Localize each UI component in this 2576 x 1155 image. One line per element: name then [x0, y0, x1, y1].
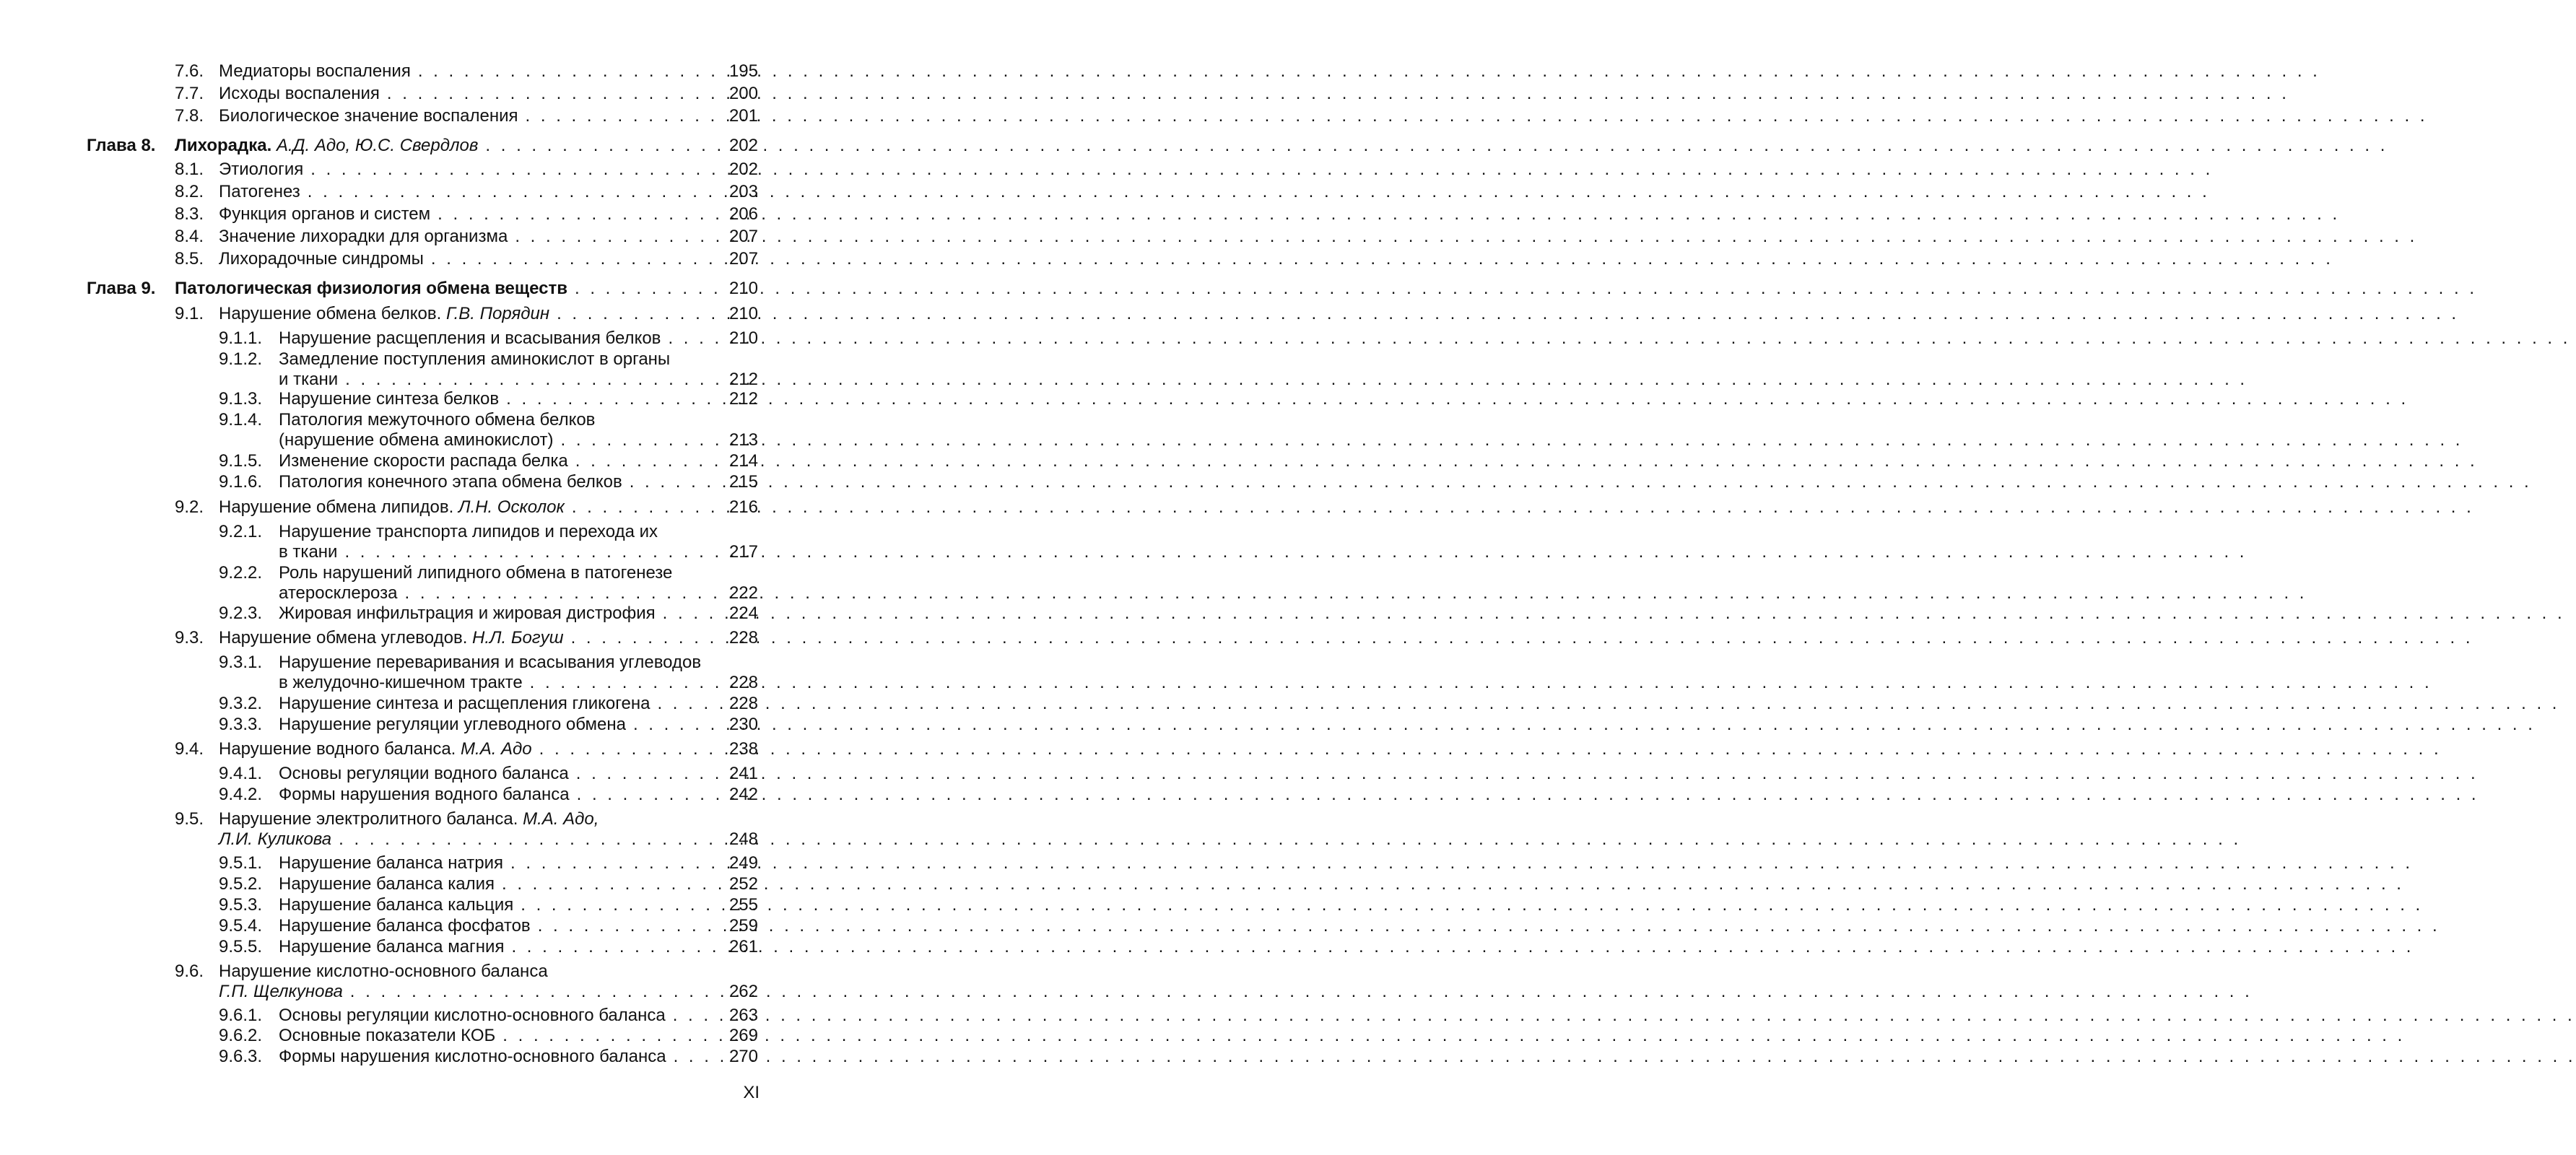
entry-number-cell: [219, 715, 262, 735]
entry-number: 8.5.: [175, 249, 204, 269]
entry-title-line: [279, 694, 718, 714]
entry-number-cell: [219, 764, 262, 784]
entry-number-cell: [87, 136, 155, 156]
leader-dots: [523, 673, 718, 693]
spacer: [467, 628, 472, 648]
page-number: 263: [728, 1006, 758, 1025]
entry-title-line: [279, 1026, 718, 1046]
entry-title: Нарушение баланса фосфатов: [279, 916, 531, 936]
entry-author: Г.П. Щелкунова: [219, 982, 343, 1001]
entry-number: 9.2.: [175, 497, 204, 517]
entry-number-cell: [175, 497, 204, 518]
entry-number-cell: [219, 603, 262, 624]
entry-title: Нарушение синтеза и расщепления гликогена: [279, 694, 650, 713]
entry-title: Нарушение баланса кальция: [279, 895, 514, 915]
entry-title-continuation: [279, 673, 718, 693]
entry-title: Основы регуляции кислотно-основного баланса: [279, 1006, 666, 1025]
chapter-label: Глава 9.: [87, 279, 156, 298]
page-number: 230: [728, 715, 758, 734]
entry-title: Патологическая физиология обмена веществ: [175, 279, 567, 298]
entry-title: Нарушение баланса магния: [279, 937, 505, 956]
entry-number-cell: [219, 563, 262, 583]
entry-author: М.А. Адо: [461, 739, 532, 759]
page-number: 228: [728, 628, 758, 648]
entry-author: Л.Н. Осколок: [458, 497, 565, 517]
leader-dots: [570, 785, 718, 805]
entry-number-cell: [219, 916, 262, 936]
entry-number: 8.2.: [175, 182, 204, 201]
leader-dots: [565, 497, 718, 518]
entry-number-cell: [219, 874, 262, 894]
toc-page: [0, 0, 816, 1155]
page-number: 270: [728, 1047, 758, 1066]
entry-number-cell: [175, 304, 204, 324]
entry-title-line: [219, 204, 718, 225]
entry-number: 9.4.: [175, 739, 204, 759]
entry-number-cell: [219, 1026, 262, 1046]
leader-dots: [343, 982, 718, 1002]
entry-number-cell: [219, 451, 262, 471]
entry-title-line: [279, 785, 718, 805]
entry-title: Патогенез: [219, 182, 300, 201]
entry-title: Функция органов и систем: [219, 204, 431, 224]
entry-title-line: [219, 304, 718, 324]
entry-title: Патология конечного этапа обмена белков: [279, 472, 622, 492]
leader-dots: [430, 204, 718, 225]
page-number: 262: [728, 982, 758, 1001]
entry-title: Роль нарушений липидного обмена в патогенезе: [279, 563, 673, 583]
entry-number-cell: [219, 937, 262, 957]
entry-title-line: [219, 106, 718, 126]
page-number: 207: [728, 227, 758, 246]
page-number: 248: [728, 829, 758, 849]
entry-number: 7.8.: [175, 106, 204, 126]
entry-title-continuation: [279, 430, 718, 450]
leader-dots: [650, 694, 718, 714]
page-number: 207: [728, 249, 758, 269]
entry-number-cell: [219, 653, 262, 673]
entry-number: 9.5.2.: [219, 874, 263, 894]
entry-author: Г.В. Порядин: [445, 304, 550, 323]
page-number: 228: [728, 673, 758, 692]
entry-number-cell: [219, 472, 262, 492]
entry-number: 9.6.3.: [219, 1047, 263, 1066]
entry-number-cell: [175, 84, 204, 104]
entry-number-cell: [219, 1047, 262, 1067]
leader-dots: [518, 106, 718, 126]
entry-title: Изменение скорости распада белка: [279, 451, 568, 471]
leader-dots: [411, 61, 718, 82]
entry-number-cell: [175, 809, 204, 829]
entry-number: 9.5.4.: [219, 916, 263, 936]
entry-title-cont: атеросклероза: [279, 583, 398, 603]
entry-title-line: [219, 962, 718, 982]
chapter-label: Глава 8.: [87, 136, 156, 155]
entry-title: Формы нарушения кислотно-основного баланса: [279, 1047, 666, 1066]
page-number: 269: [728, 1026, 758, 1045]
entry-title-cont: (нарушение обмена аминокислот): [279, 430, 554, 450]
entry-number: 8.4.: [175, 227, 204, 246]
entry-number-cell: [219, 349, 262, 370]
leader-dots: [549, 304, 718, 324]
entry-number: 9.5.: [175, 809, 204, 829]
entry-number-cell: [219, 410, 262, 430]
entry-title: Значение лихорадки для организма: [219, 227, 508, 246]
page-number: 238: [728, 739, 758, 759]
entry-number-cell: [175, 227, 204, 247]
entry-title-line: [279, 715, 718, 735]
entry-title-line: [279, 1047, 718, 1067]
entry-number: 9.2.1.: [219, 522, 263, 541]
entry-title-line: [219, 61, 718, 82]
entry-title-continuation: [279, 370, 718, 390]
entry-number: 9.6.1.: [219, 1006, 263, 1025]
page-folio: XI: [743, 1083, 760, 1102]
page-number: 252: [728, 874, 758, 894]
leader-dots: [553, 430, 718, 450]
entry-title: Патология межуточного обмена белков: [279, 410, 596, 430]
leader-dots: [532, 739, 718, 759]
leader-dots: [666, 1047, 718, 1067]
entry-title: Нарушение электролитного баланса.: [219, 809, 518, 829]
entry-title: Нарушение транспорта липидов и перехода их: [279, 522, 658, 541]
leader-dots: [531, 916, 718, 936]
entry-author: А.Д. Адо, Ю.С. Свердлов: [276, 136, 479, 155]
entry-number-cell: [175, 106, 204, 126]
entry-number-cell: [175, 739, 204, 759]
leader-dots: [564, 628, 718, 648]
entry-title-line: [219, 497, 718, 518]
leader-dots: [495, 874, 718, 894]
leader-dots: [300, 182, 718, 202]
entry-title: Нарушение обмена углеводов.: [219, 628, 468, 648]
entry-title-continuation: [219, 982, 718, 1002]
entry-title: Биологическое значение воспаления: [219, 106, 518, 126]
entry-number: 9.6.2.: [219, 1026, 263, 1045]
page-number: 249: [728, 853, 758, 873]
entry-title: Жировая инфильтрация и жировая дистрофия: [279, 603, 656, 623]
entry-number-cell: [219, 389, 262, 409]
leader-dots: [503, 853, 718, 873]
entry-title: Этиология: [219, 160, 304, 179]
leader-dots: [504, 937, 718, 957]
leader-dots: [495, 1026, 718, 1046]
entry-number-cell: [219, 328, 262, 349]
entry-title: Медиаторы воспаления: [219, 61, 411, 81]
entry-number-cell: [219, 785, 262, 805]
leader-dots: [622, 472, 718, 492]
page-number: 210: [728, 304, 758, 323]
entry-number: 7.7.: [175, 84, 204, 103]
entry-title: Нарушение баланса калия: [279, 874, 495, 894]
spacer: [456, 739, 461, 759]
entry-title-line: [219, 160, 718, 180]
page-number: 216: [728, 497, 758, 517]
entry-title: Основные показатели КОБ: [279, 1026, 496, 1045]
leader-dots: [380, 84, 718, 104]
entry-title: Основы регуляции водного баланса: [279, 764, 569, 783]
entry-author: Н.Л. Богуш: [472, 628, 564, 648]
entry-title: Нарушение синтеза белков: [279, 389, 500, 409]
entry-number-cell: [219, 694, 262, 714]
entry-title: Лихорадка.: [175, 136, 272, 155]
entry-number: 9.2.3.: [219, 603, 263, 623]
entry-number: 9.1.4.: [219, 410, 263, 430]
leader-dots: [397, 583, 718, 603]
page-number: 206: [728, 204, 758, 224]
entry-number-cell: [175, 61, 204, 82]
entry-number: 9.2.2.: [219, 563, 263, 583]
entry-number: 9.5.3.: [219, 895, 263, 915]
spacer: [271, 136, 277, 156]
entry-title-line: [279, 653, 718, 673]
page-number: 212: [728, 370, 758, 389]
entry-title: Нарушение расщепления и всасывания белков: [279, 328, 661, 348]
page-number: 217: [728, 542, 758, 562]
entry-number: 9.1.5.: [219, 451, 263, 471]
entry-title-line: [279, 410, 718, 430]
entry-title-line: [279, 451, 718, 471]
entry-title: Нарушение обмена липидов.: [219, 497, 454, 517]
leader-dots: [666, 1006, 718, 1026]
page-number: 261: [728, 937, 758, 956]
spacer: [441, 304, 446, 324]
entry-number-cell: [175, 160, 204, 180]
leader-dots: [656, 603, 718, 624]
entry-number: 9.1.: [175, 304, 204, 323]
spacer: [453, 497, 458, 518]
entry-number-cell: [175, 628, 204, 648]
page-number: 201: [728, 106, 758, 126]
entry-title-line: [279, 937, 718, 957]
page-number: 210: [728, 328, 758, 348]
entry-number-cell: [175, 962, 204, 982]
entry-title-line: [279, 764, 718, 784]
entry-title-continuation: [219, 829, 718, 850]
entry-title-line: [175, 279, 718, 299]
entry-number: 7.6.: [175, 61, 204, 81]
entry-number-cell: [175, 182, 204, 202]
page-number: 203: [728, 182, 758, 201]
leader-dots: [338, 370, 718, 390]
entry-title-line: [279, 349, 718, 370]
leader-dots: [569, 764, 718, 784]
page-number: 213: [728, 430, 758, 450]
entry-number: 8.1.: [175, 160, 204, 179]
page-number: 195: [728, 61, 758, 81]
entry-title-cont: в желудочно-кишечном тракте: [279, 673, 523, 692]
entry-number: 9.1.1.: [219, 328, 263, 348]
entry-title-line: [279, 603, 718, 624]
entry-title-line: [175, 136, 718, 156]
entry-title: Нарушение водного баланса.: [219, 739, 456, 759]
page-number: 212: [728, 389, 758, 409]
entry-title-line: [279, 563, 718, 583]
entry-title-line: [279, 389, 718, 409]
entry-title-line: [219, 249, 718, 269]
entry-number: 9.3.2.: [219, 694, 263, 713]
entry-title-cont: и ткани: [279, 370, 339, 389]
entry-number: 9.1.2.: [219, 349, 263, 369]
entry-number: 9.3.3.: [219, 715, 263, 734]
leader-dots: [567, 279, 718, 299]
entry-title-line: [279, 916, 718, 936]
page-number: 222: [728, 583, 758, 603]
entry-number: 9.5.1.: [219, 853, 263, 873]
entry-title-line: [219, 84, 718, 104]
entry-title-line: [279, 522, 718, 542]
entry-number-cell: [219, 1006, 262, 1026]
entry-author: Л.И. Куликова: [219, 829, 332, 849]
entry-title: Формы нарушения водного баланса: [279, 785, 570, 804]
leader-dots: [508, 227, 718, 247]
entry-number: 9.4.2.: [219, 785, 263, 804]
entry-title-line: [279, 853, 718, 873]
entry-title-cont: в ткани: [279, 542, 338, 562]
page-number: 202: [728, 160, 758, 179]
page-number: 242: [728, 785, 758, 804]
page-number: 202: [728, 136, 758, 155]
entry-title-line: [219, 227, 718, 247]
entry-title-line: [279, 874, 718, 894]
entry-title: Нарушение переваривания и всасывания углеводов: [279, 653, 702, 672]
entry-number: 9.1.6.: [219, 472, 263, 492]
leader-dots: [513, 895, 718, 915]
entry-title: Замедление поступления аминокислот в органы: [279, 349, 671, 369]
entry-title-line: [219, 809, 718, 829]
entry-author: М.А. Адо,: [523, 809, 599, 829]
spacer: [518, 809, 523, 829]
entry-title: Нарушение обмена белков.: [219, 304, 442, 323]
leader-dots: [331, 829, 718, 850]
entry-number-cell: [219, 853, 262, 873]
entry-title: Исходы воспаления: [219, 84, 380, 103]
leader-dots: [337, 542, 718, 562]
entry-title: Нарушение кислотно-основного баланса: [219, 962, 548, 981]
entry-title: Нарушение регуляции углеводного обмена: [279, 715, 626, 734]
entry-number: 9.5.5.: [219, 937, 263, 956]
entry-number-cell: [219, 522, 262, 542]
entry-number-cell: [87, 279, 155, 299]
leader-dots: [499, 389, 718, 409]
entry-title-line: [279, 1006, 718, 1026]
leader-dots: [303, 160, 718, 180]
entry-title-line: [219, 182, 718, 202]
leader-dots: [424, 249, 718, 269]
entry-title-continuation: [279, 542, 718, 562]
entry-title-line: [279, 895, 718, 915]
entry-number: 9.3.: [175, 628, 204, 648]
page-number: 241: [728, 764, 758, 783]
entry-number-cell: [175, 204, 204, 225]
page-number: 228: [728, 694, 758, 713]
entry-number-cell: [175, 249, 204, 269]
entry-title-continuation: [279, 583, 718, 603]
entry-number: 9.4.1.: [219, 764, 263, 783]
entry-number: 9.6.: [175, 962, 204, 981]
page-number: 224: [728, 603, 758, 623]
page-number: 214: [728, 451, 758, 471]
entry-title: Лихорадочные синдромы: [219, 249, 424, 269]
leader-dots: [568, 451, 718, 471]
leader-dots: [478, 136, 718, 156]
entry-number: 8.3.: [175, 204, 204, 224]
entry-title-line: [279, 328, 718, 349]
page-number: 210: [728, 279, 758, 298]
page-number: 200: [728, 84, 758, 103]
entry-number-cell: [219, 895, 262, 915]
page-number: 215: [728, 472, 758, 492]
page-number: 259: [728, 916, 758, 936]
entry-title-line: [219, 739, 718, 759]
leader-dots: [661, 328, 718, 349]
leader-dots: [626, 715, 718, 735]
entry-number: 9.1.3.: [219, 389, 263, 409]
entry-number: 9.3.1.: [219, 653, 263, 672]
entry-title: Нарушение баланса натрия: [279, 853, 504, 873]
entry-title-line: [219, 628, 718, 648]
page-number: 255: [728, 895, 758, 915]
entry-title-line: [279, 472, 718, 492]
